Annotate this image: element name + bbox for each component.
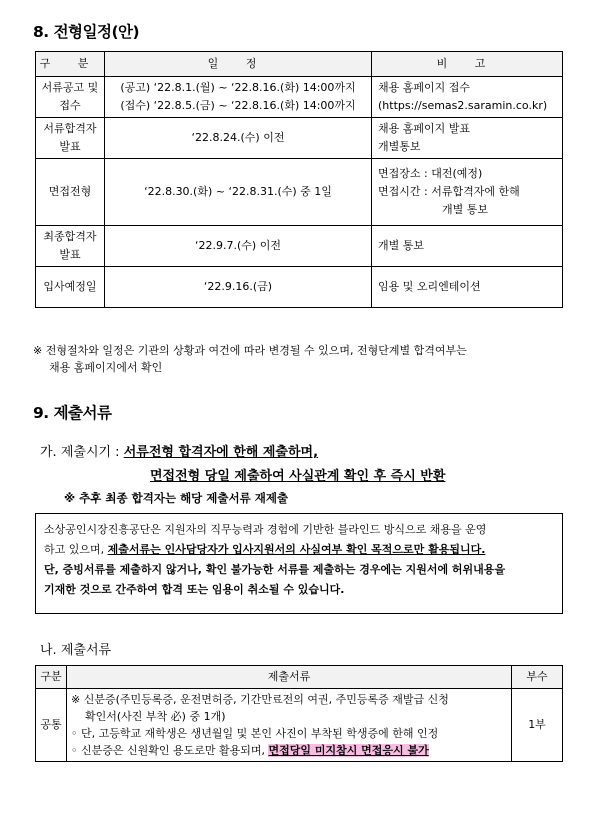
schedule-footnote: ※ 전형절차와 일정은 기관의 상황과 여건에 따라 변경될 수 있으며, 전형단계별 합격여부는 채용 홈페이지에서 확인 <box>33 344 467 374</box>
header-documents: 제출서류 <box>67 666 512 689</box>
row-schedule: ‘22.9.16.(금) <box>105 267 372 308</box>
row-documents: ※ 신분증(주민등록증, 운전면허증, 기간만료전의 여권, 주민등록증 재발급 신청 확인서(사진 부착 必) 중 1개) ◦ 단, 고등학교 재학생은 생년월일 및 본인 사진이 부착된 학생증에 한해 인정 ◦ 신분증은 신원확인 용도로만 활용되며, 면접당일 미지참시 면접응시 불가 <box>67 689 512 762</box>
documents-table <box>35 665 563 762</box>
table-row <box>36 77 563 118</box>
header-note: 비 고 <box>372 52 563 77</box>
header-schedule: 일 정 <box>105 52 372 77</box>
row-category: 면접전형 <box>36 159 105 226</box>
notice-box: 소상공인시장진흥공단은 지원자의 직무능력과 경험에 기반한 블라인드 방식으로 채용을 운영 하고 있으며, 제출서류는 인사담당자가 입사지원서의 사실여부 확인 목적으로만 활용됩니다. 단, 증빙서류를 제출하지 않거나, 확인 불가능한 서류를 제출하는 경우에는 지원서에 허위내용을 기재한 것으로 간주하여 합격 또는 임용이 취소될 수 있습니다. <box>35 513 563 614</box>
timing-label: 가. 제출시기 : <box>40 445 120 460</box>
section-9-title: 9. 제출서류 <box>33 404 112 422</box>
header-count: 부수 <box>512 666 563 689</box>
row-schedule: ‘22.8.24.(수) 이전 <box>105 118 372 159</box>
timing-line-2: 면접전형 당일 제출하여 사실관계 확인 후 즉시 반환 <box>150 469 446 484</box>
row-note: 채용 홈페이지 접수 (https://semas2.saramin.co.kr) <box>372 77 563 118</box>
table-row <box>36 689 563 762</box>
table-row <box>36 159 563 226</box>
row-category: 서류합격자 발표 <box>36 118 105 159</box>
submission-timing <box>40 441 445 489</box>
row-count: 1부 <box>512 689 563 762</box>
table-header-row <box>36 52 563 77</box>
header-category: 구 분 <box>36 52 105 77</box>
row-schedule: (공고) ‘22.8.1.(월) ~ ‘22.8.16.(화) 14:00까지 (접수) ‘22.8.5.(금) ~ ‘22.8.16.(화) 14:00까지 <box>105 77 372 118</box>
header-category: 구분 <box>36 666 67 689</box>
timing-line-1: 서류전형 합격자에 한해 제출하며, <box>123 445 319 460</box>
schedule-table <box>35 51 563 308</box>
warning-highlight: 면접당일 미지참시 면접응시 불가 <box>268 744 429 757</box>
row-category: 공통 <box>36 689 67 762</box>
row-schedule: ‘22.9.7.(수) 이전 <box>105 226 372 267</box>
row-note: 임용 및 오리엔테이션 <box>372 267 563 308</box>
row-category: 서류공고 및 접수 <box>36 77 105 118</box>
row-category: 최종합격자 발표 <box>36 226 105 267</box>
row-category: 입사예정일 <box>36 267 105 308</box>
row-note: 채용 홈페이지 발표 개별통보 <box>372 118 563 159</box>
timing-note: ※ 추후 최종 합격자는 해당 제출서류 재제출 <box>64 491 289 505</box>
row-note: 개별 통보 <box>372 226 563 267</box>
table-row <box>36 267 563 308</box>
row-note: 면접장소 : 대전(예정) 면접시간 : 서류합격자에 한해 개별 통보 <box>372 159 563 226</box>
table-row <box>36 118 563 159</box>
row-schedule: ‘22.8.30.(화) ~ ‘22.8.31.(수) 중 1일 <box>105 159 372 226</box>
section-8-title: 8. 전형일정(안) <box>33 23 140 41</box>
documents-label: 나. 제출서류 <box>40 643 112 658</box>
table-row <box>36 226 563 267</box>
table-header-row <box>36 666 563 689</box>
